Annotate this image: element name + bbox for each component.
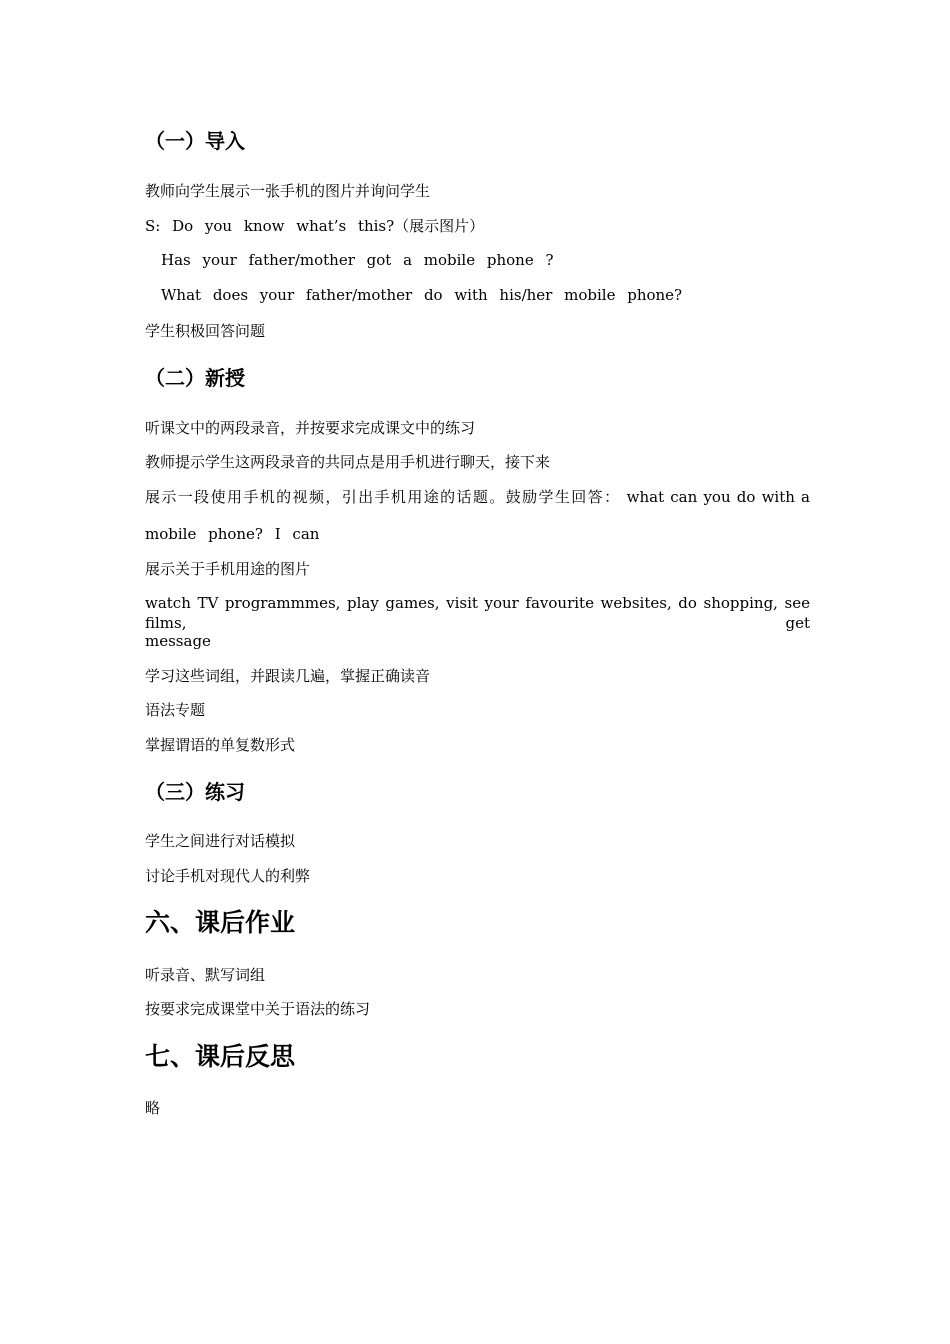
new-line-9: 语法专题 (145, 701, 206, 719)
new-line-8: 学习这些词组，并跟读几遍，掌握正确读音 (145, 667, 431, 685)
new-line-10: 掌握谓语的单复数形式 (145, 736, 296, 754)
homework-line-1: 听录音、默写词组 (145, 966, 266, 984)
section-heading-homework: 六、课后作业 (145, 908, 296, 937)
new-line-3: 展示一段使用手机的视频，引出手机用途的话题。鼓励学生回答： what can you do with a (145, 488, 810, 506)
reflection-line-1: 略 (145, 1099, 161, 1117)
section-heading-new: （二）新授 (145, 366, 245, 390)
new-line-4: mobile phone? I can (145, 525, 320, 543)
new-line-2: 教师提示学生这两段录音的共同点是用手机进行聊天，接下来 (145, 453, 551, 471)
intro-line-1: 教师向学生展示一张手机的图片并询问学生 (145, 182, 431, 200)
intro-line-5: 学生积极回答问题 (145, 322, 266, 340)
section-heading-practice: （三）练习 (145, 780, 245, 804)
intro-line-2: S: Do you know what’s this?（展示图片） (145, 217, 485, 235)
section-heading-reflection: 七、课后反思 (145, 1042, 296, 1071)
new-line-1: 听课文中的两段录音，并按要求完成课文中的练习 (145, 419, 476, 437)
new-line-7: message (145, 632, 211, 650)
intro-line-4: What does your father/mother do with his/her mobile phone? (161, 286, 683, 304)
intro-line-3: Has your father/mother got a mobile phone ? (161, 251, 554, 269)
practice-line-1: 学生之间进行对话模拟 (145, 832, 296, 850)
homework-line-2: 按要求完成课堂中关于语法的练习 (145, 1000, 371, 1018)
new-line-5: 展示关于手机用途的图片 (145, 560, 311, 578)
section-heading-intro: （一）导入 (145, 129, 245, 153)
new-line-6: watch TV programmmes, play games, visit your favourite websites, do shopping, see films, get (145, 594, 810, 632)
practice-line-2: 讨论手机对现代人的利弊 (145, 867, 311, 885)
